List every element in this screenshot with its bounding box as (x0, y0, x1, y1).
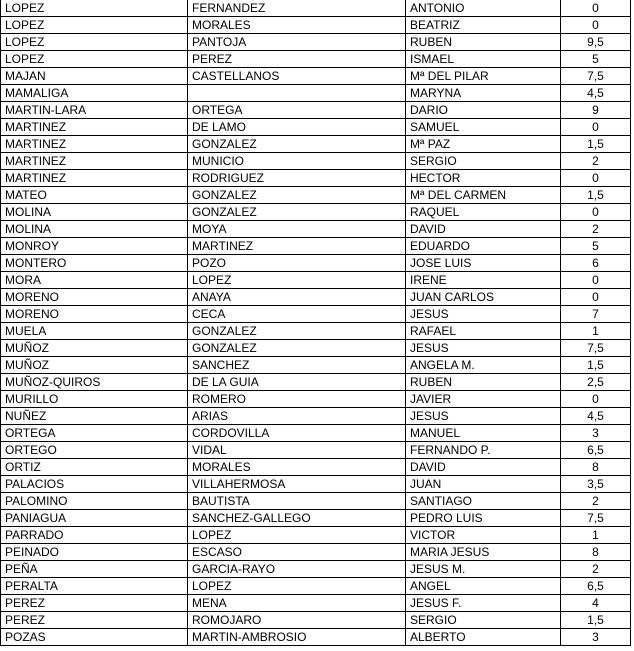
table-row (1, 153, 631, 170)
table-row (1, 221, 631, 238)
second-surname-cell: MORALES (188, 459, 406, 476)
given-name-cell: PEDRO LUIS (406, 510, 561, 527)
given-name-cell: Mª DEL CARMEN (406, 187, 561, 204)
second-surname-cell: LOPEZ (188, 578, 406, 595)
first-surname-cell: MAMALIGA (1, 85, 188, 102)
given-name-cell: ISMAEL (406, 51, 561, 68)
table-row (1, 629, 631, 646)
given-name-cell: MANUEL (406, 425, 561, 442)
score-cell: 0 (561, 391, 631, 408)
first-surname-cell: MUÑOZ-QUIROS (1, 374, 188, 391)
second-surname-cell: SANCHEZ (188, 357, 406, 374)
score-cell: 0 (561, 170, 631, 187)
score-cell: 7,5 (561, 510, 631, 527)
table-row (1, 561, 631, 578)
second-surname-cell: BAUTISTA (188, 493, 406, 510)
second-surname-cell: GARCIA-RAYO (188, 561, 406, 578)
second-surname-cell: ORTEGA (188, 102, 406, 119)
table-row (1, 442, 631, 459)
second-surname-cell: CECA (188, 306, 406, 323)
second-surname-cell: MARTIN-AMBROSIO (188, 629, 406, 646)
first-surname-cell: PEINADO (1, 544, 188, 561)
first-surname-cell: MORENO (1, 289, 188, 306)
first-surname-cell: LOPEZ (1, 0, 188, 17)
given-name-cell: RUBEN (406, 34, 561, 51)
second-surname-cell: VIDAL (188, 442, 406, 459)
given-name-cell: SANTIAGO (406, 493, 561, 510)
second-surname-cell: LOPEZ (188, 527, 406, 544)
first-surname-cell: PALACIOS (1, 476, 188, 493)
score-cell: 4,5 (561, 408, 631, 425)
score-cell: 8 (561, 459, 631, 476)
given-name-cell: JESUS (406, 306, 561, 323)
second-surname-cell: DE LA GUIA (188, 374, 406, 391)
table-row (1, 272, 631, 289)
first-surname-cell: PEREZ (1, 612, 188, 629)
table-row (1, 0, 631, 17)
score-cell: 0 (561, 289, 631, 306)
table-row (1, 34, 631, 51)
table-row (1, 68, 631, 85)
table-row (1, 391, 631, 408)
given-name-cell: Mª PAZ (406, 136, 561, 153)
second-surname-cell: POZO (188, 255, 406, 272)
table-row (1, 306, 631, 323)
given-name-cell: ANGELA M. (406, 357, 561, 374)
table-row (1, 238, 631, 255)
table-row (1, 170, 631, 187)
given-name-cell: DAVID (406, 459, 561, 476)
table-row (1, 102, 631, 119)
score-cell: 9,5 (561, 34, 631, 51)
given-name-cell: FERNANDO P. (406, 442, 561, 459)
first-surname-cell: MUÑOZ (1, 340, 188, 357)
second-surname-cell: GONZALEZ (188, 136, 406, 153)
first-surname-cell: MARTINEZ (1, 119, 188, 136)
score-cell: 9 (561, 102, 631, 119)
second-surname-cell: ARIAS (188, 408, 406, 425)
second-surname-cell: MUNICIO (188, 153, 406, 170)
grades-table-body (1, 0, 631, 646)
first-surname-cell: MURILLO (1, 391, 188, 408)
first-surname-cell: MOLINA (1, 204, 188, 221)
table-row (1, 476, 631, 493)
table-row (1, 510, 631, 527)
score-cell: 3 (561, 629, 631, 646)
table-row (1, 119, 631, 136)
score-cell: 1,5 (561, 357, 631, 374)
table-row (1, 544, 631, 561)
score-cell: 2 (561, 561, 631, 578)
table-row (1, 255, 631, 272)
first-surname-cell: POZAS (1, 629, 188, 646)
given-name-cell: IRENE (406, 272, 561, 289)
given-name-cell: JESUS M. (406, 561, 561, 578)
first-surname-cell: LOPEZ (1, 34, 188, 51)
table-row (1, 187, 631, 204)
first-surname-cell: PARRADO (1, 527, 188, 544)
table-row (1, 204, 631, 221)
first-surname-cell: MOLINA (1, 221, 188, 238)
second-surname-cell: PANTOJA (188, 34, 406, 51)
given-name-cell: Mª DEL PILAR (406, 68, 561, 85)
second-surname-cell: FERNANDEZ (188, 0, 406, 17)
table-row (1, 340, 631, 357)
score-cell: 0 (561, 204, 631, 221)
score-cell: 1,5 (561, 136, 631, 153)
second-surname-cell: ANAYA (188, 289, 406, 306)
table-row (1, 459, 631, 476)
given-name-cell: ANTONIO (406, 0, 561, 17)
score-cell: 1,5 (561, 612, 631, 629)
first-surname-cell: MARTINEZ (1, 136, 188, 153)
second-surname-cell: MORALES (188, 17, 406, 34)
score-cell: 0 (561, 0, 631, 17)
second-surname-cell: ROMERO (188, 391, 406, 408)
first-surname-cell: PERALTA (1, 578, 188, 595)
first-surname-cell: MUELA (1, 323, 188, 340)
score-cell: 0 (561, 17, 631, 34)
score-cell: 2 (561, 221, 631, 238)
table-row (1, 323, 631, 340)
given-name-cell: JAVIER (406, 391, 561, 408)
table-row (1, 408, 631, 425)
score-cell: 8 (561, 544, 631, 561)
second-surname-cell: MARTINEZ (188, 238, 406, 255)
given-name-cell: VICTOR (406, 527, 561, 544)
given-name-cell: SAMUEL (406, 119, 561, 136)
table-row (1, 612, 631, 629)
first-surname-cell: MORENO (1, 306, 188, 323)
given-name-cell: JESUS F. (406, 595, 561, 612)
table-row (1, 493, 631, 510)
first-surname-cell: MUÑOZ (1, 357, 188, 374)
first-surname-cell: PEÑA (1, 561, 188, 578)
score-cell: 7,5 (561, 68, 631, 85)
table-row (1, 289, 631, 306)
score-cell: 0 (561, 272, 631, 289)
given-name-cell: JESUS (406, 340, 561, 357)
second-surname-cell: GONZALEZ (188, 204, 406, 221)
first-surname-cell: MARTINEZ (1, 153, 188, 170)
score-cell: 3,5 (561, 476, 631, 493)
second-surname-cell: LOPEZ (188, 272, 406, 289)
table-row (1, 527, 631, 544)
table-row (1, 425, 631, 442)
first-surname-cell: LOPEZ (1, 17, 188, 34)
second-surname-cell: GONZALEZ (188, 323, 406, 340)
given-name-cell: ANGEL (406, 578, 561, 595)
table-row (1, 136, 631, 153)
table-row (1, 357, 631, 374)
given-name-cell: SERGIO (406, 612, 561, 629)
first-surname-cell: MARTINEZ (1, 170, 188, 187)
second-surname-cell: GONZALEZ (188, 340, 406, 357)
table-row (1, 85, 631, 102)
given-name-cell: JOSE LUIS (406, 255, 561, 272)
score-cell: 1 (561, 323, 631, 340)
second-surname-cell: CORDOVILLA (188, 425, 406, 442)
first-surname-cell: PANIAGUA (1, 510, 188, 527)
second-surname-cell: MENA (188, 595, 406, 612)
first-surname-cell: MONTERO (1, 255, 188, 272)
score-cell: 5 (561, 51, 631, 68)
first-surname-cell: PALOMINO (1, 493, 188, 510)
score-cell: 4 (561, 595, 631, 612)
score-cell: 5 (561, 238, 631, 255)
score-cell: 6,5 (561, 578, 631, 595)
given-name-cell: EDUARDO (406, 238, 561, 255)
score-cell: 2 (561, 493, 631, 510)
score-cell: 0 (561, 119, 631, 136)
score-cell: 7 (561, 306, 631, 323)
table-row (1, 17, 631, 34)
given-name-cell: SERGIO (406, 153, 561, 170)
second-surname-cell: MOYA (188, 221, 406, 238)
second-surname-cell (188, 85, 406, 102)
table-row (1, 595, 631, 612)
table-row (1, 578, 631, 595)
second-surname-cell: VILLAHERMOSA (188, 476, 406, 493)
score-cell: 6,5 (561, 442, 631, 459)
second-surname-cell: RODRIGUEZ (188, 170, 406, 187)
second-surname-cell: SANCHEZ-GALLEGO (188, 510, 406, 527)
second-surname-cell: DE LAMO (188, 119, 406, 136)
table-row (1, 374, 631, 391)
given-name-cell: BEATRIZ (406, 17, 561, 34)
score-cell: 2 (561, 153, 631, 170)
second-surname-cell: CASTELLANOS (188, 68, 406, 85)
given-name-cell: RAQUEL (406, 204, 561, 221)
first-surname-cell: ORTEGO (1, 442, 188, 459)
given-name-cell: JUAN (406, 476, 561, 493)
score-cell: 1 (561, 527, 631, 544)
second-surname-cell: ROMOJARO (188, 612, 406, 629)
second-surname-cell: PEREZ (188, 51, 406, 68)
second-surname-cell: GONZALEZ (188, 187, 406, 204)
first-surname-cell: MAJAN (1, 68, 188, 85)
second-surname-cell: ESCASO (188, 544, 406, 561)
given-name-cell: HECTOR (406, 170, 561, 187)
given-name-cell: MARIA JESUS (406, 544, 561, 561)
score-cell: 1,5 (561, 187, 631, 204)
given-name-cell: RUBEN (406, 374, 561, 391)
first-surname-cell: LOPEZ (1, 51, 188, 68)
first-surname-cell: MARTIN-LARA (1, 102, 188, 119)
table-row (1, 51, 631, 68)
first-surname-cell: PEREZ (1, 595, 188, 612)
first-surname-cell: MONROY (1, 238, 188, 255)
score-cell: 2,5 (561, 374, 631, 391)
first-surname-cell: ORTEGA (1, 425, 188, 442)
first-surname-cell: MORA (1, 272, 188, 289)
score-cell: 6 (561, 255, 631, 272)
score-cell: 3 (561, 425, 631, 442)
given-name-cell: ALBERTO (406, 629, 561, 646)
score-cell: 7,5 (561, 340, 631, 357)
given-name-cell: DAVID (406, 221, 561, 238)
given-name-cell: JUAN CARLOS (406, 289, 561, 306)
first-surname-cell: MATEO (1, 187, 188, 204)
given-name-cell: DARIO (406, 102, 561, 119)
given-name-cell: MARYNA (406, 85, 561, 102)
given-name-cell: JESUS (406, 408, 561, 425)
first-surname-cell: NUÑEZ (1, 408, 188, 425)
score-cell: 4,5 (561, 85, 631, 102)
given-name-cell: RAFAEL (406, 323, 561, 340)
first-surname-cell: ORTIZ (1, 459, 188, 476)
